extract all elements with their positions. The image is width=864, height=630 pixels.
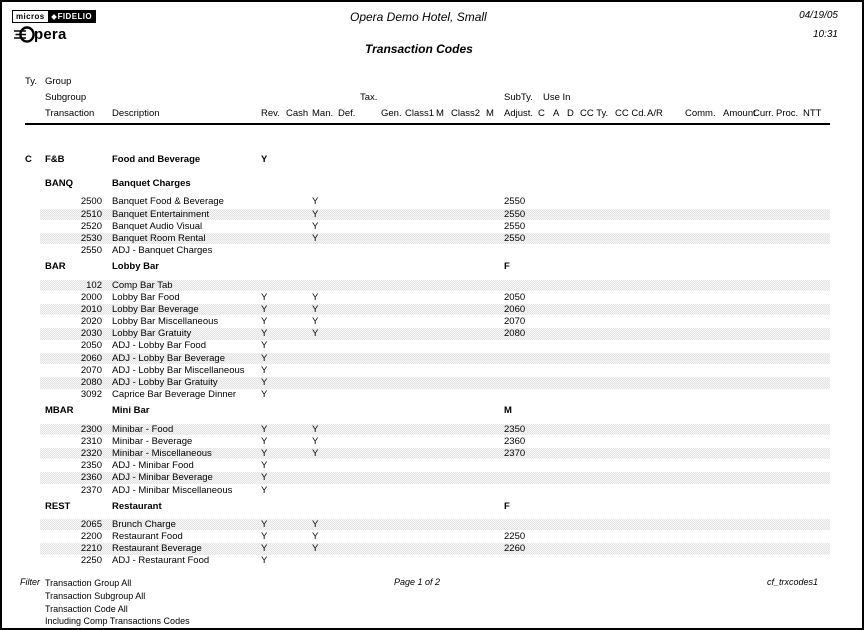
transaction-description: ADJ - Lobby Bar Gratuity: [112, 377, 218, 388]
transaction-row: [2, 531, 862, 543]
transaction-description: ADJ - Lobby Bar Miscellaneous: [112, 364, 245, 376]
cell-adjust: 2550: [504, 220, 526, 232]
cell-adjust: 2080: [504, 328, 526, 340]
col-header-cc-ty: CC Ty.: [580, 108, 609, 119]
transaction-code: 2250: [80, 555, 102, 567]
cell-adjust: 2250: [504, 531, 526, 543]
transaction-row: [2, 328, 862, 340]
col-header-m2: M: [486, 108, 494, 119]
cell-rev: Y: [261, 423, 268, 435]
transaction-code: 2530: [80, 232, 102, 244]
col-header-ar: A/R: [647, 108, 663, 119]
cell-man: Y: [312, 303, 319, 315]
col-header-m1: M: [436, 108, 444, 119]
transaction-description: Minibar - Beverage: [112, 435, 193, 447]
transaction-code: 2030: [80, 328, 102, 340]
subgroup-code: BANQ: [45, 178, 73, 190]
transaction-code: 2000: [80, 291, 102, 303]
transaction-description: ADJ - Lobby Bar Food: [112, 340, 206, 352]
transaction-description: ADJ - Minibar Beverage: [112, 472, 213, 484]
col-header-def: Def.: [338, 108, 356, 119]
transaction-code: 2080: [80, 377, 102, 388]
cell-rev: Y: [261, 531, 268, 543]
report-date: 04/19/05: [799, 10, 838, 21]
cell-adjust: 2260: [504, 543, 526, 555]
transaction-row: [2, 377, 862, 389]
filter-line: Transaction Subgroup All: [45, 590, 146, 601]
transaction-row: [2, 519, 862, 531]
cell-adjust: F: [504, 261, 510, 273]
transaction-code: 2300: [80, 423, 102, 435]
cell-man: Y: [312, 518, 319, 530]
transaction-code: 2070: [80, 364, 102, 376]
col-header-ty: Ty.: [25, 76, 37, 87]
col-header-d: D: [567, 108, 574, 119]
subgroup-code: BAR: [45, 261, 66, 273]
transaction-description: Restaurant Beverage: [112, 543, 202, 555]
cell-adjust: 2070: [504, 316, 526, 328]
cell-rev: Y: [261, 328, 268, 340]
subgroup-description: Lobby Bar: [112, 261, 159, 273]
transaction-description: Minibar - Food: [112, 423, 174, 435]
filter-line: Transaction Group All: [45, 578, 132, 588]
filter-label: Filter: [20, 577, 40, 587]
col-header-group: Group: [45, 76, 72, 87]
col-header-subgroup: Subgroup: [45, 92, 87, 103]
transaction-row: [2, 424, 862, 436]
transaction-description: Banquet Audio Visual: [112, 220, 203, 232]
subgroup-description: Banquet Charges: [112, 178, 191, 190]
transaction-code: 2370: [80, 484, 102, 496]
group-code: F&B: [45, 154, 65, 165]
report-time: 10:31: [812, 29, 838, 40]
transaction-description: Lobby Bar Miscellaneous: [112, 316, 219, 328]
table-header: [2, 76, 862, 124]
header-row-2: [2, 92, 862, 108]
cell-rev: Y: [261, 303, 268, 315]
transaction-row: [2, 543, 862, 555]
transaction-description: ADJ - Minibar Miscellaneous: [112, 484, 233, 496]
transaction-description: ADJ - Restaurant Food: [112, 555, 210, 567]
filter-line: Transaction Code All: [45, 603, 128, 614]
transaction-row: [2, 196, 862, 208]
cell-man: Y: [312, 291, 319, 303]
col-header-adjust: Adjust.: [504, 108, 534, 119]
transaction-code: 3092: [80, 389, 102, 401]
transaction-row: [2, 460, 862, 472]
transaction-code: 2010: [80, 303, 102, 315]
cell-rev: Y: [261, 472, 268, 484]
col-header-c: C: [538, 108, 545, 119]
report-body: [2, 154, 862, 568]
transaction-code: 2510: [80, 208, 102, 220]
transaction-code: 2060: [80, 352, 102, 364]
transaction-row: [2, 233, 862, 245]
cell-adjust: 2550: [504, 196, 526, 208]
report-id: cf_trxcodes1: [766, 577, 818, 587]
cell-man: Y: [312, 220, 319, 232]
col-header-cash: Cash: [286, 108, 309, 119]
transaction-code: 2200: [80, 531, 102, 543]
transaction-description: Banquet Entertainment: [112, 208, 210, 220]
cell-man: Y: [312, 423, 319, 435]
group-row: [2, 154, 862, 166]
cell-adjust: 2550: [504, 208, 526, 220]
transaction-code: 2350: [80, 460, 102, 472]
transaction-row: [2, 485, 862, 497]
group-ty: C: [25, 154, 32, 165]
col-header-tax: Tax.: [360, 92, 378, 103]
col-header-subty: SubTy.: [504, 92, 533, 103]
transaction-row: [2, 353, 862, 365]
transaction-code: 2320: [80, 447, 102, 459]
cell-rev: Y: [261, 435, 268, 447]
cell-adjust: 2350: [504, 423, 526, 435]
transaction-row: [2, 448, 862, 460]
cell-man: Y: [312, 531, 319, 543]
opera-logo: [14, 26, 96, 43]
transaction-description: Banquet Food & Beverage: [112, 196, 224, 208]
cell-rev: Y: [261, 389, 268, 401]
cell-man: Y: [312, 196, 319, 208]
cell-rev: Y: [261, 377, 268, 388]
cell-adjust: 2050: [504, 291, 526, 303]
subgroup-code: MBAR: [45, 405, 74, 417]
transaction-description: Banquet Room Rental: [112, 232, 206, 244]
transaction-description: Brunch Charge: [112, 518, 176, 530]
transaction-row: [2, 280, 862, 292]
transaction-description: Lobby Bar Food: [112, 291, 180, 303]
col-header-a: A: [553, 108, 560, 119]
transaction-description: Caprice Bar Beverage Dinner: [112, 389, 237, 401]
cell-man: Y: [312, 447, 319, 459]
col-header-transaction: Transaction: [45, 108, 95, 119]
cell-man: Y: [312, 435, 319, 447]
subgroup-code: REST: [45, 500, 71, 512]
cell-adjust: 2550: [504, 232, 526, 244]
col-header-class2: Class2: [451, 108, 481, 119]
col-header-ntt: NTT: [803, 108, 822, 119]
col-header-proc: Proc.: [776, 108, 799, 119]
cell-rev: Y: [261, 291, 268, 303]
subgroup-description: Restaurant: [112, 500, 162, 512]
header-row-1: [2, 76, 862, 92]
header-divider: [25, 123, 830, 125]
cell-rev: Y: [261, 460, 268, 472]
transaction-description: Restaurant Food: [112, 531, 183, 543]
transaction-row: [2, 221, 862, 233]
fidelio-logo-text: [49, 10, 96, 23]
logo-block: [12, 10, 96, 43]
cell-rev: Y: [261, 364, 268, 376]
filter-line: Including Comp Transactions Codes: [45, 616, 190, 627]
cell-adjust: M: [504, 405, 512, 417]
cell-adjust: F: [504, 500, 510, 512]
header-row-3: [2, 108, 862, 124]
micros-fidelio-logo: [12, 10, 96, 23]
hotel-title: Opera Demo Hotel, Small: [350, 10, 487, 24]
page-title: Transaction Codes: [365, 42, 473, 56]
transaction-code: 2065: [80, 518, 102, 530]
transaction-description: Lobby Bar Gratuity: [112, 328, 192, 340]
subgroup-row: [2, 501, 862, 513]
subgroup-row: [2, 178, 862, 190]
transaction-description: Minibar - Miscellaneous: [112, 447, 212, 459]
transaction-code: 2500: [80, 196, 102, 208]
cell-man: Y: [312, 543, 319, 555]
transaction-row: [2, 436, 862, 448]
transaction-row: [2, 389, 862, 401]
cell-rev: Y: [261, 447, 268, 459]
page-number: Page 1 of 2: [394, 577, 441, 587]
transaction-description: Lobby Bar Beverage: [112, 303, 199, 315]
cell-man: Y: [312, 328, 319, 340]
transaction-code: 2310: [80, 435, 102, 447]
opera-o-icon: [14, 26, 35, 43]
transaction-row: [2, 340, 862, 352]
cell-man: Y: [312, 208, 319, 220]
col-header-class1: Class1: [405, 108, 435, 119]
subgroup-row: [2, 405, 862, 417]
opera-wordmark-text: pera: [34, 26, 67, 43]
cell-man: Y: [312, 316, 319, 328]
col-header-curr: Curr.: [753, 108, 774, 119]
cell-adjust: 2360: [504, 435, 526, 447]
col-header-use-in: Use In: [543, 92, 571, 103]
cell-adjust: 2370: [504, 447, 526, 459]
transaction-code: 2550: [80, 245, 102, 257]
transaction-description: ADJ - Lobby Bar Beverage: [112, 352, 226, 364]
subgroup-description: Mini Bar: [112, 405, 150, 417]
col-header-man: Man.: [312, 108, 334, 119]
cell-rev: Y: [261, 316, 268, 328]
cell-rev: Y: [261, 352, 268, 364]
transaction-code: 2360: [80, 472, 102, 484]
transaction-row: [2, 304, 862, 316]
fidelio-diamond-icon: [51, 14, 57, 20]
col-header-gen: Gen.: [381, 108, 402, 119]
transaction-code: 102: [86, 279, 102, 291]
col-header-description: Description: [112, 108, 160, 119]
transaction-code: 2210: [80, 543, 102, 555]
transaction-row: [2, 555, 862, 567]
fidelio-label: FIDELIO: [57, 12, 92, 21]
cell-rev: Y: [261, 340, 268, 352]
cell-adjust: 2060: [504, 303, 526, 315]
cell-rev: Y: [261, 154, 268, 165]
transaction-description: ADJ - Banquet Charges: [112, 245, 213, 257]
transaction-row: [2, 472, 862, 484]
cell-man: Y: [312, 232, 319, 244]
transaction-row: [2, 245, 862, 257]
group-description: Food and Beverage: [112, 154, 201, 165]
transaction-description: Comp Bar Tab: [112, 279, 173, 291]
filter-list: [45, 577, 190, 628]
col-header-cc-cd: CC Cd.: [615, 108, 647, 119]
cell-rev: Y: [261, 543, 268, 555]
cell-rev: Y: [261, 555, 268, 567]
transaction-row: [2, 365, 862, 377]
transaction-description: ADJ - Minibar Food: [112, 460, 194, 472]
col-header-comm: Comm.: [685, 108, 716, 119]
transaction-row: [2, 209, 862, 221]
subgroup-row: [2, 261, 862, 273]
transaction-code: 2520: [80, 220, 102, 232]
micros-logo-text: micros: [12, 10, 49, 23]
cell-rev: Y: [261, 518, 268, 530]
transaction-row: [2, 292, 862, 304]
transaction-code: 2050: [80, 340, 102, 352]
col-header-amount: Amount: [723, 108, 756, 119]
col-header-rev: Rev.: [261, 108, 280, 119]
transaction-row: [2, 316, 862, 328]
transaction-code: 2020: [80, 316, 102, 328]
cell-rev: Y: [261, 484, 268, 496]
